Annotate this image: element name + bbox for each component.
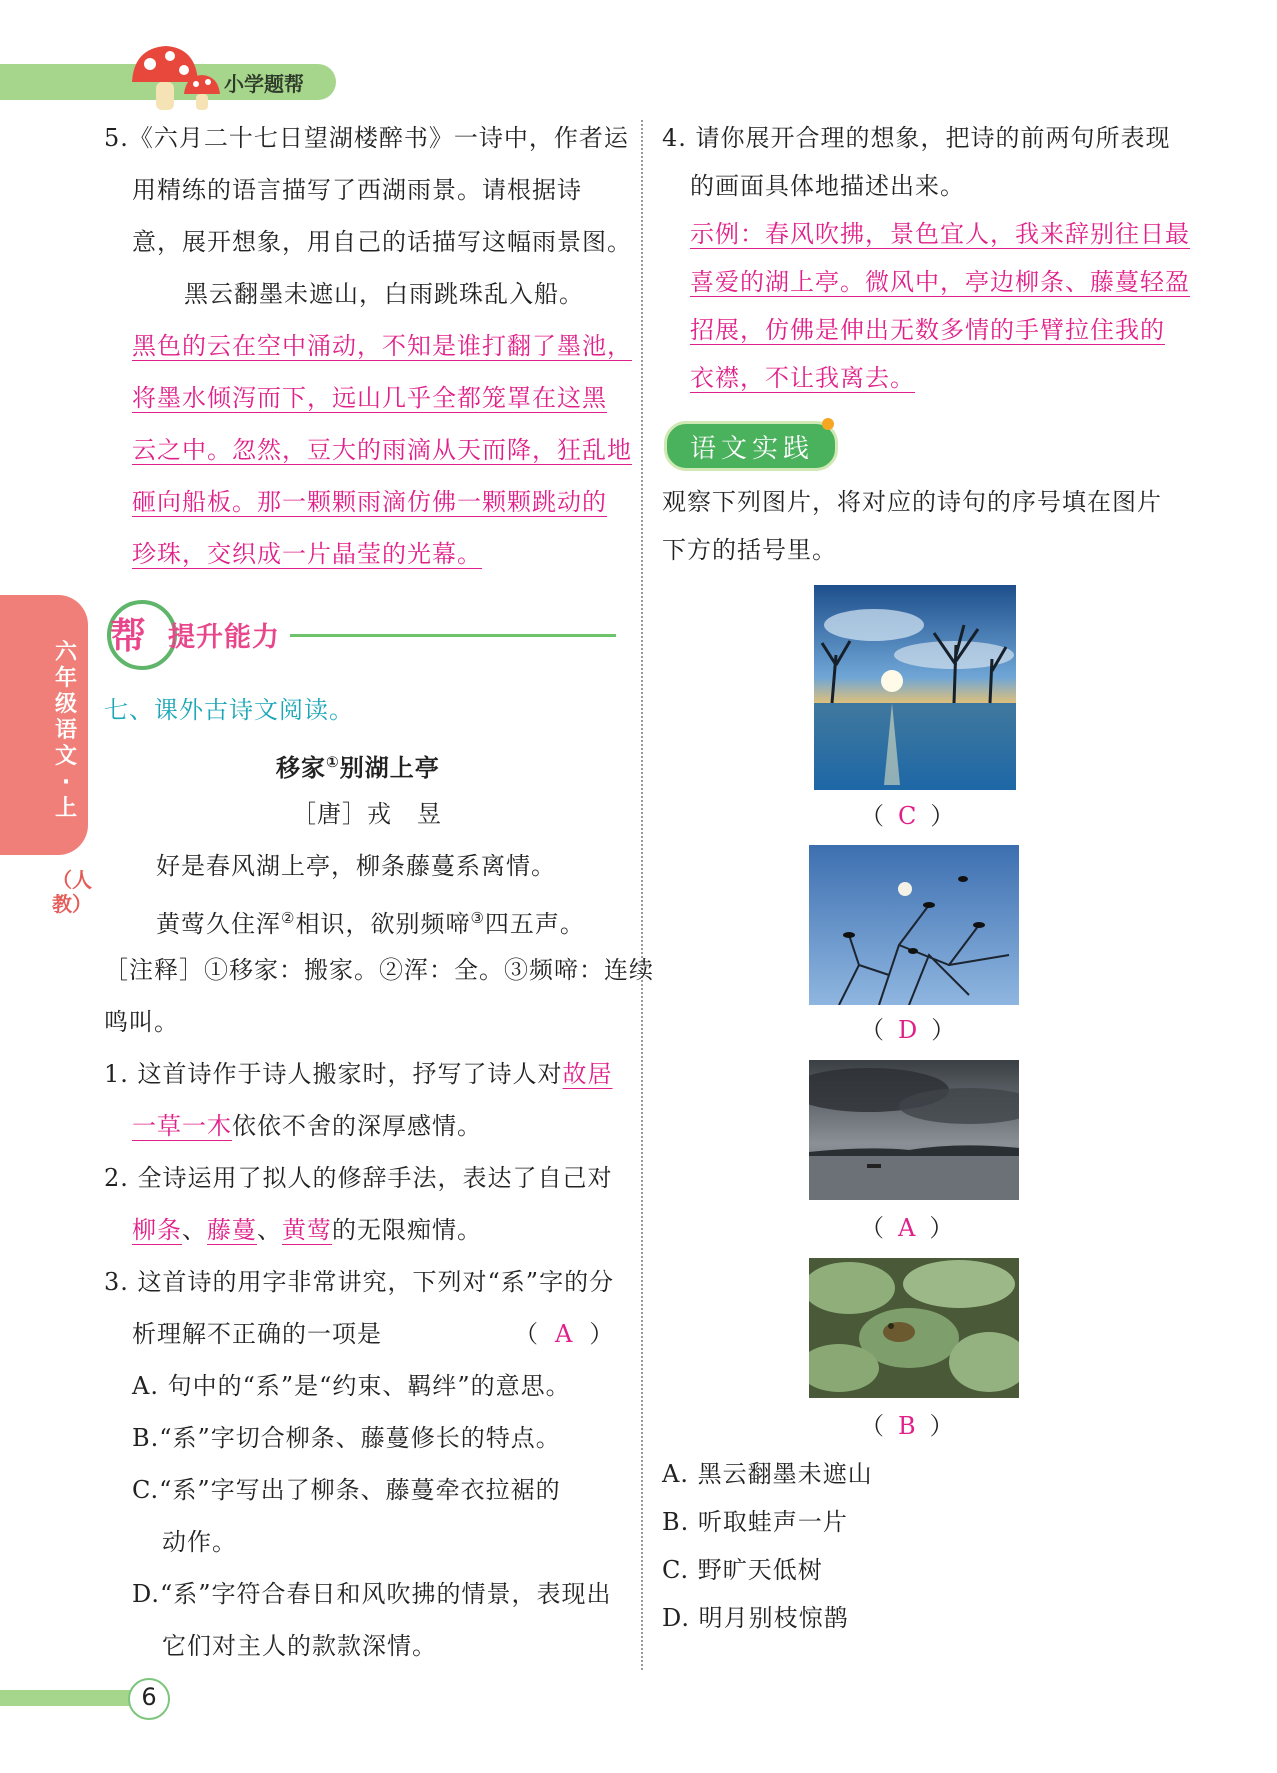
mushroom-icon	[126, 42, 226, 114]
option-c-line-2: 动作。	[162, 1528, 237, 1556]
picture-1-answer: （ C ）	[860, 802, 955, 830]
column-divider	[641, 120, 643, 1670]
section-rule	[290, 634, 616, 637]
option-a: A. 句中的“系”是“约束、羁绊”的意思。	[132, 1372, 571, 1400]
q5-line-2: 用精练的语言描写了西湖雨景。请根据诗	[132, 176, 582, 204]
q4-answer-line-3: 招展，仿佛是伸出无数多情的手臂拉住我的	[690, 316, 1165, 344]
poem-option-a: A. 黑云翻墨未遮山	[662, 1460, 873, 1488]
q4-answer-line-1: 示例：春风吹拂，景色宜人，我来辞别往日最	[690, 220, 1190, 248]
sub-q3-line-1: 3. 这首诗的用字非常讲究，下列对“系”字的分	[104, 1268, 615, 1296]
poem-author: ［唐］戎 昱	[292, 800, 442, 828]
q5-answer-line-2: 将墨水倾泻而下，远山几乎全都笼罩在这黑	[132, 384, 607, 412]
section-title: 提升能力	[168, 622, 280, 653]
poem-option-b: B. 听取蛙声一片	[662, 1508, 848, 1536]
sub-q1-line-1: 1. 这首诗作于诗人搬家时，抒写了诗人对故居	[104, 1060, 613, 1088]
q5-answer-line-3: 云之中。忽然，豆大的雨滴从天而降，狂乱地	[132, 436, 632, 464]
picture-moon-lake	[814, 585, 1016, 790]
picture-4-answer: （ B ）	[860, 1412, 954, 1440]
side-grade-label: 六年级语文·上	[54, 640, 77, 821]
q5-answer-line-4: 砸向船板。那一颗颗雨滴仿佛一颗颗跳动的	[132, 488, 607, 516]
option-d-line-2: 它们对主人的款款深情。	[162, 1632, 437, 1660]
practice-instruction-line-1: 观察下列图片，将对应的诗句的序号填在图片	[662, 488, 1162, 516]
practice-badge-dot	[822, 418, 834, 430]
q5-verse: 黑云翻墨未遮山，白雨跳珠乱入船。	[184, 280, 584, 308]
option-c-line-1: C.“系”字写出了柳条、藤蔓牵衣拉裾的	[132, 1476, 561, 1504]
practice-instruction-line-2: 下方的括号里。	[662, 536, 837, 564]
option-b: B.“系”字切合柳条、藤蔓修长的特点。	[132, 1424, 561, 1452]
sub-q2-line-1: 2. 全诗运用了拟人的修辞手法，表达了自己对	[104, 1164, 613, 1192]
header-title: 小学题帮	[224, 72, 304, 96]
q4-line-2: 的画面具体地描述出来。	[690, 172, 965, 200]
q4-answer-line-2: 喜爱的湖上亭。微风中，亭边柳条、藤蔓轻盈	[690, 268, 1190, 296]
side-edition-label: （人教）	[52, 868, 92, 916]
sub-q2-line-2: 柳条、藤蔓、黄莺的无限痴情。	[132, 1216, 482, 1244]
q5-answer-line-5: 珍珠，交织成一片晶莹的光幕。	[132, 540, 482, 568]
picture-3-answer: （ A ）	[860, 1214, 954, 1242]
q5-line-3: 意，展开想象，用自己的话描写这幅雨景图。	[132, 228, 632, 256]
q7-heading: 七、课外古诗文阅读。	[104, 696, 354, 724]
sub-q3-answer-blank: （ A ）	[514, 1320, 615, 1348]
notes-line-1: ［注释］①移家：搬家。②浑：全。③频啼：连续	[104, 956, 654, 984]
q4-line-1: 4. 请你展开合理的想象，把诗的前两句所表现	[662, 124, 1171, 152]
poem-line-2: 黄莺久住浑②相识，欲别频啼③四五声。	[156, 909, 585, 938]
q5-line-1: 5.《六月二十七日望湖楼醉书》一诗中，作者运	[104, 124, 629, 152]
picture-magpies-moon	[809, 845, 1019, 1005]
notes-line-2: 鸣叫。	[104, 1008, 179, 1036]
sub-q3-line-2: 析理解不正确的一项是	[132, 1320, 382, 1348]
q5-answer-line-1: 黑色的云在空中涌动，不知是谁打翻了墨池，	[132, 332, 632, 360]
page-number: 6	[141, 1683, 157, 1711]
practice-badge-label: 语文实践	[690, 434, 815, 464]
picture-dark-clouds-lake	[809, 1060, 1019, 1200]
sub-q1-line-2: 一草一木依依不舍的深厚感情。	[132, 1112, 482, 1140]
poem-option-d: D. 明月别枝惊鹊	[662, 1604, 849, 1632]
q4-answer-line-4: 衣襟，不让我离去。	[690, 364, 915, 392]
poem-title: 移家①别湖上亭	[276, 753, 440, 782]
picture-2-answer: （ D ）	[860, 1016, 956, 1044]
poem-option-c: C. 野旷天低树	[662, 1556, 823, 1584]
option-d-line-1: D.“系”字符合春日和风吹拂的情景，表现出	[132, 1580, 612, 1608]
section-badge-char: 帮	[110, 616, 147, 657]
picture-frog-lily-pads	[809, 1258, 1019, 1398]
poem-line-1: 好是春风湖上亭，柳条藤蔓系离情。	[156, 852, 556, 880]
